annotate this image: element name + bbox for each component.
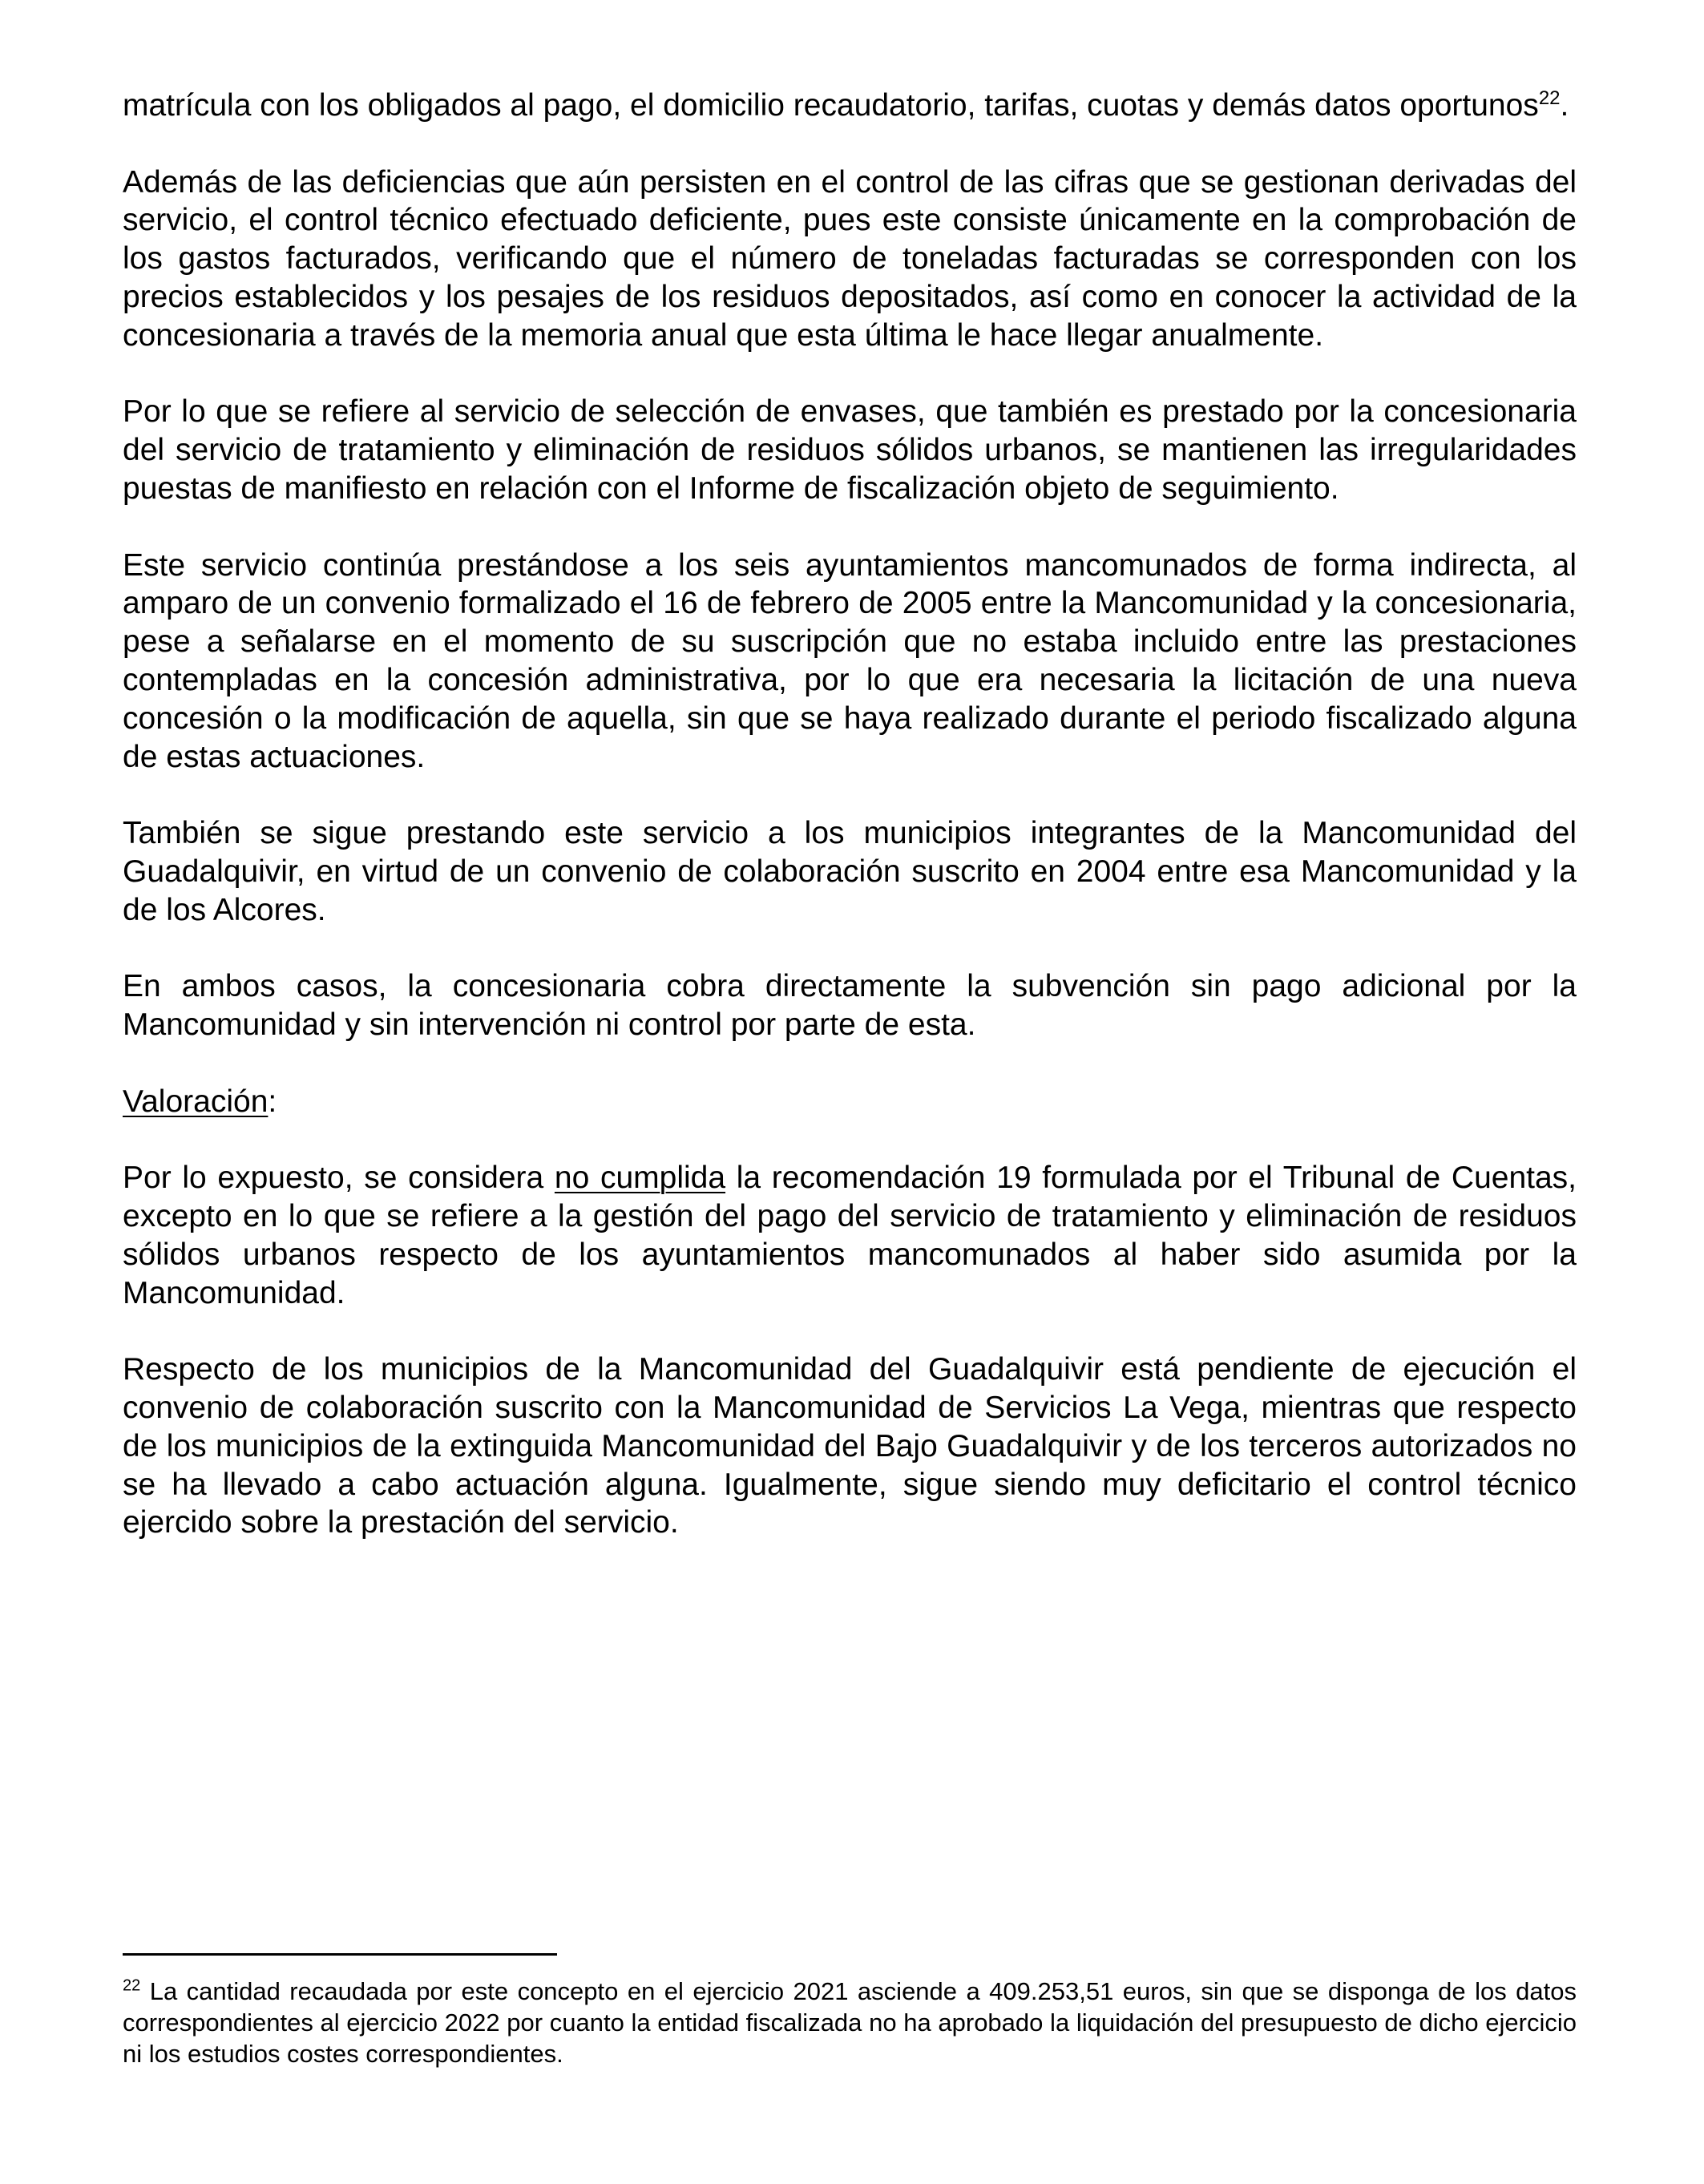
paragraph-6: En ambos casos, la concesionaria cobra directamente la subvención sin pago adicional por la Mancomunidad y sin intervención ni control por parte de esta. (123, 969, 1577, 1043)
heading-colon: : (268, 1084, 277, 1119)
section-heading-valoracion (123, 1083, 1577, 1121)
footnote-reference[interactable]: 22 (1538, 87, 1561, 109)
paragraph-end: . (1560, 88, 1569, 123)
paragraph-text: Por lo expuesto, se considera (123, 1161, 555, 1196)
footnote-22 (123, 1976, 1577, 2069)
heading-label: Valoración (123, 1084, 269, 1119)
paragraph-8: Respecto de los municipios de la Mancomunidad del Guadalquivir está pendiente de ejecución el convenio de colaboración suscrito con la Mancomunidad de Servicios La Vega, mientras que respecto de los municipios de la extinguida Mancomunidad del Bajo Guadalquivir y de los terceros autorizados no se ha llevado a cabo actuación alguna. Igualmente, sigue siendo muy deficitario el control técnico ejercido sobre la prestación del servicio. (123, 1352, 1577, 1540)
paragraph-4: Este servicio continúa prestándose a los seis ayuntamientos mancomunados de forma indirecta, al amparo de un convenio formalizado el 16 de febrero de 2005 entre la Mancomunidad y la concesionaria, pese a señalarse en el momento de su suscripción que no estaba incluido entre las prestaciones contempladas en la concesión administrativa, por lo que era necesaria la licitación de una nueva concesión o la modificación de aquella, sin que se haya realizado durante el periodo fiscalizado alguna de estas actuaciones. (123, 547, 1577, 774)
paragraph-2: Además de las deficiencias que aún persisten en el control de las cifras que se gestionan derivadas del servicio, el control técnico efectuado deficiente, pues este consiste únicamente en la comprobación de los gastos facturados, verificando que el número de toneladas facturadas se corresponden con los precios establecidos y los pesajes de los residuos depositados, así como en conocer la actividad de la concesionaria a través de la memoria anual que esta última le hace llegar anualmente. (123, 164, 1577, 353)
paragraph-7 (123, 1159, 1577, 1312)
paragraph-3: Por lo que se refiere al servicio de selección de envases, que también es prestado por la concesionaria del servicio de tratamiento y eliminación de residuos sólidos urbanos, se mantienen las irregularidades puestas de manifiesto en relación con el Informe de fiscalización objeto de seguimiento. (123, 394, 1577, 506)
paragraph-5: También se sigue prestando este servicio a los municipios integrantes de la Mancomunidad del Guadalquivir, en virtud de un convenio de colaboración suscrito en 2004 entre esa Mancomunidad y la de los Alcores. (123, 816, 1577, 927)
footnote-number: 22 (123, 1976, 141, 1995)
footnote-text: La cantidad recaudada por este concepto en el ejercicio 2021 asciende a 409.253,51 euros, sin que se disponga de los datos correspondientes al ejercicio 2022 por cuanto la entidad fiscalizada no ha aprobado la liquidación del presupuesto de dicho ejercicio ni los estudios costes correspondientes. (123, 1977, 1577, 2068)
footnote-separator (123, 1953, 557, 1956)
paragraph-text: la recomendación 19 formulada por el Tribunal de Cuentas, excepto en lo que se refiere a la gestión del pago del servicio de tratamiento y eliminación de residuos sólidos urbanos respecto de los ayuntamientos mancomunados al haber sido asumida por la Mancomunidad. (123, 1161, 1577, 1310)
paragraph-text: matrícula con los obligados al pago, el domicilio recaudatorio, tarifas, cuotas y demás datos oportunos (123, 88, 1539, 123)
paragraph-1 (123, 87, 1577, 125)
document-body (123, 87, 1577, 1580)
emphasis-no-cumplida: no cumplida (554, 1161, 726, 1196)
